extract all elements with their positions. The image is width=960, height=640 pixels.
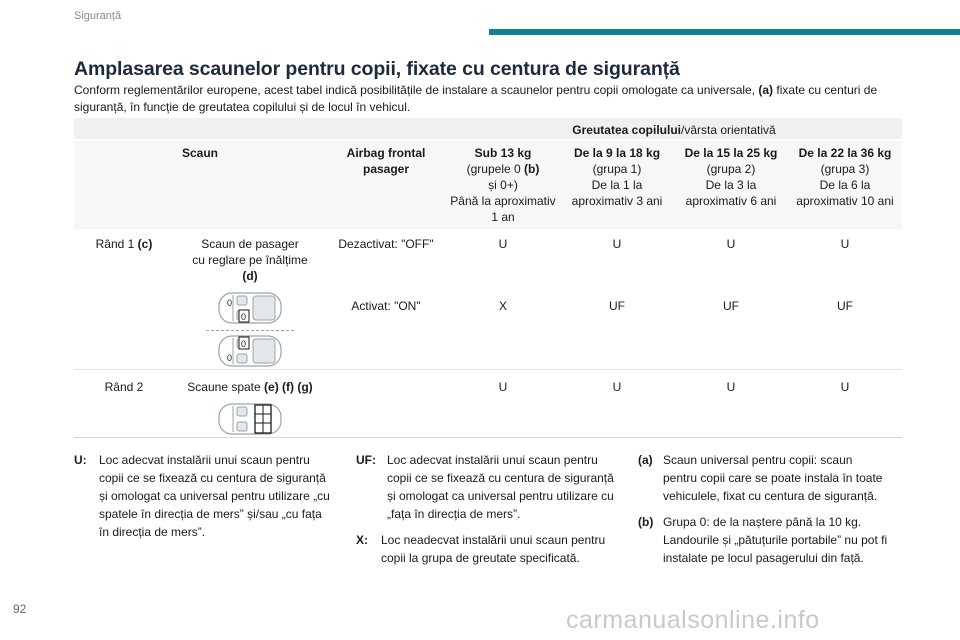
- table-cell: UF: [723, 298, 739, 313]
- row2-seat-cell: Scaune spate (e) (f) (g): [174, 370, 326, 438]
- table-cell: UF: [837, 298, 853, 313]
- car-front-seat-icon: [215, 333, 285, 369]
- legend-column-1: [74, 451, 332, 549]
- intro-paragraph: Conform reglementărilor europene, acest tabel indică posibilitățile de instalare a scaunelor pentru copii omologate ca universale, (a) fixate cu centuri de siguranță, în funcție de greutatea copilului și de locul în vehicul.: [74, 83, 878, 114]
- page-title: Amplasarea scaunelor pentru copii, fixate cu centura de siguranță: [74, 58, 680, 80]
- table-cell: U: [788, 370, 902, 438]
- legend-item-x: X: Loc neadecvat instalării unui scaun pentru copii la grupa de greutate specificată.: [356, 533, 606, 565]
- table-cell: U: [840, 237, 850, 251]
- col-header-group-1: De la 9 la 18 kg (grupa 1) De la 1 la aproximativ 3 ani: [560, 140, 674, 229]
- airbag-on-label: Activat: "ON": [351, 298, 421, 313]
- svg-text:0: 0: [227, 353, 233, 363]
- dashed-separator: [206, 330, 294, 331]
- watermark: carmanualsonline.info: [566, 606, 820, 634]
- section-label: Siguranță: [74, 10, 122, 22]
- car-front-seat-icon: [215, 290, 285, 326]
- page-number: 92: [13, 602, 27, 616]
- table-cell: U: [498, 237, 508, 251]
- legend-item-uf: UF: Loc adecvat instalării unui scaun pentru copii ce se fixează cu centura de siguranță și omologat ca universal pentru utilizare cu „fața în direcția de mers”.: [356, 453, 614, 521]
- col-header-group-3: De la 22 la 36 kg (grupa 3) De la 6 la aproximativ 10 ani: [788, 140, 902, 229]
- col-header-group-2: De la 15 la 25 kg (grupa 2) De la 3 la aproximativ 6 ani: [674, 140, 788, 229]
- row2-label: Rând 2: [74, 370, 174, 438]
- child-seat-table: [74, 118, 902, 438]
- car-rear-seat-icon: [215, 401, 285, 437]
- table-cell: X: [498, 298, 507, 313]
- table-row-row2: [74, 370, 902, 438]
- col-header-seat: Scaun: [74, 140, 326, 229]
- legend-item-a: (a) Scaun universal pentru copii: scaun pentru copii care se poate instala în toate vehiculele, fixat cu centura de siguranță.: [638, 453, 883, 503]
- table-cell: U: [560, 370, 674, 438]
- legend-column-3: [638, 451, 888, 575]
- col-header-airbag: Airbag frontal pasager: [326, 140, 446, 229]
- legend-column-2: [356, 451, 618, 575]
- airbag-off-label: Dezactivat: "OFF": [338, 237, 434, 251]
- table-cell: U: [446, 370, 560, 438]
- svg-text:0: 0: [227, 298, 233, 308]
- table-cell: UF: [609, 298, 625, 313]
- table-cell: U: [726, 237, 736, 251]
- table-cell: U: [674, 370, 788, 438]
- table-row-row1-off: [74, 229, 902, 282]
- legend-item-u: U: Loc adecvat instalării unui scaun pentru copii ce se fixează cu centura de siguranță și omologat ca universal pentru utilizare „cu spatele în direcția de mers” și/sau „cu fața în direcția de mers”.: [74, 453, 330, 539]
- table-cell: U: [612, 237, 622, 251]
- table-cell-empty: [326, 370, 446, 438]
- accent-bar: [489, 29, 960, 35]
- legend-item-b: (b) Grupa 0: de la naștere până la 10 kg. Landourile și „pătuțurile portabile” nu pot fi instalate pe locul pasagerului din față.: [638, 515, 888, 565]
- svg-text:0: 0: [241, 339, 247, 349]
- weight-header: Greutatea copilului/vârsta orientativă: [446, 118, 902, 140]
- table-blank-corner: [74, 118, 446, 140]
- row1-seat-cell: Scaun de pasager cu reglare pe înălțime (d) 0 0 0 0: [174, 229, 326, 370]
- col-header-group-0: Sub 13 kg (grupele 0 (b) și 0+) Până la aproximativ 1 an: [446, 140, 560, 229]
- row1-label: Rând 1 (c): [95, 237, 153, 251]
- svg-text:0: 0: [241, 312, 247, 322]
